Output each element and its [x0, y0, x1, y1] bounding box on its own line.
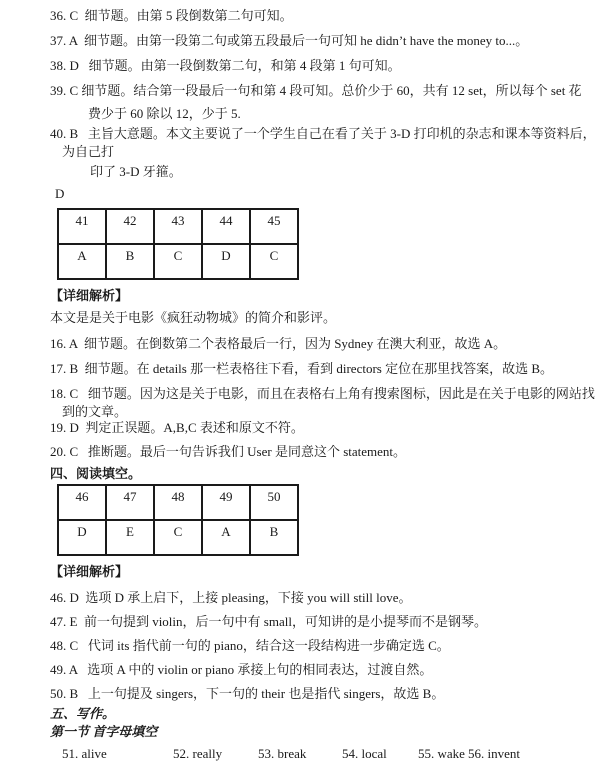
passage-label: D — [55, 186, 65, 201]
answer-cell: B — [250, 520, 298, 555]
answer-header-cell: 43 — [154, 209, 202, 244]
word-answers-row — [50, 746, 590, 762]
explanation-line-46: 46. D 选项 D 承上启下，上接 pleasing，下接 you will still love。 — [50, 590, 412, 605]
answer-header-cell: 41 — [58, 209, 106, 244]
table-header-row — [58, 485, 298, 520]
analysis-title: 【详细解析】 — [50, 564, 129, 579]
explanation-line-18-cont: 到的文章。 — [62, 404, 128, 419]
answer-cell: D — [58, 520, 106, 555]
explanation-line-38: 38. D 细节题。由第一段倒数第二句，和第 4 段第 1 句可知。 — [50, 58, 401, 73]
explanation-line-47: 47. E 前一句提到 violin，后一句中有 small，可知讲的是小提琴而不是钢琴。 — [50, 614, 487, 629]
answer-header-cell: 48 — [154, 485, 202, 520]
explanation-line-49: 49. A 选项 A 中的 violin or piano 承接上句的相同表达，过渡自然。 — [50, 662, 433, 677]
explanation-line-16: 16. A 细节题。在倒数第二个表格最后一行，因为 Sydney 在澳大利亚，故选 A。 — [50, 336, 507, 351]
answer-header-cell: 42 — [106, 209, 154, 244]
answer-header-cell: 47 — [106, 485, 154, 520]
answer-cell: A — [202, 520, 250, 555]
explanation-line-39-cont: 费少于 60 除以 12，少于 5. — [88, 106, 241, 121]
section-heading-5: 五、写作。 — [50, 706, 116, 721]
answer-header-cell: 45 — [250, 209, 298, 244]
answer-cell: D — [202, 244, 250, 279]
analysis-title: 【详细解析】 — [50, 288, 129, 303]
explanation-line-40: 40. B 主旨大意题。本文主要说了一个学生自己在看了关于 3-D 打印机的杂志和课本等资料后， — [50, 126, 596, 141]
answer-cell: C — [154, 244, 202, 279]
word-answer-55: 55. wake — [418, 746, 465, 761]
explanation-line-40-cont1: 为自己打 — [62, 144, 115, 159]
explanation-line-50: 50. B 上一句提及 singers，下一句的 their 也是指代 singers，故选 B。 — [50, 686, 445, 701]
word-answer-51: 51. alive — [62, 746, 107, 761]
section-heading-4: 四、阅读填空。 — [50, 466, 142, 481]
table-header-row — [58, 209, 298, 244]
answer-cell: C — [250, 244, 298, 279]
table-answer-row — [58, 520, 298, 555]
answer-header-cell: 44 — [202, 209, 250, 244]
explanation-line-17: 17. B 细节题。在 details 那一栏表格往下看，看到 directors 定位在那里找答案，故选 B。 — [50, 361, 554, 376]
table-answer-row — [58, 244, 298, 279]
answer-cell: E — [106, 520, 154, 555]
explanation-line-37: 37. A 细节题。由第一段第二句或第五段最后一句可知 he didn’t have the money to...。 — [50, 33, 529, 48]
explanation-line-36: 36. C 细节题。由第 5 段倒数第二句可知。 — [50, 8, 293, 23]
word-answer-53: 53. break — [258, 746, 307, 761]
explanation-line-40-cont2: 印了 3-D 牙箍。 — [90, 164, 182, 179]
word-answer-52: 52. really — [173, 746, 223, 761]
explanation-line-19: 19. D 判定正误题。A,B,C 表述和原文不符。 — [50, 420, 304, 435]
analysis-intro: 本文是是关于电影《疯狂动物城》的简介和影评。 — [50, 310, 337, 325]
answer-cell: A — [58, 244, 106, 279]
document-page — [0, 8, 600, 762]
explanation-line-39: 39. C 细节题。结合第一段最后一句和第 4 段可知。总价少于 60，共有 12 set，所以每个 set 花 — [50, 83, 582, 98]
answer-cell: B — [106, 244, 154, 279]
answer-cell: C — [154, 520, 202, 555]
answer-header-cell: 49 — [202, 485, 250, 520]
section-subheading-5: 第一节 首字母填空 — [50, 724, 158, 739]
answer-table-46-50 — [57, 484, 299, 556]
answer-table-41-45 — [57, 208, 299, 280]
answer-header-cell: 50 — [250, 485, 298, 520]
word-answer-56: 56. invent — [468, 746, 520, 761]
explanation-line-20: 20. C 推断题。最后一句告诉我们 User 是同意这个 statement。 — [50, 444, 407, 459]
explanation-line-18: 18. C 细节题。因为这是关于电影，而且在表格右上角有搜索图标，因此是在关于电影的网站找 — [50, 386, 595, 401]
explanation-line-48: 48. C 代词 its 指代前一句的 piano，结合这一段结构进一步确定选 C。 — [50, 638, 450, 653]
word-answer-54: 54. local — [342, 746, 387, 761]
answer-header-cell: 46 — [58, 485, 106, 520]
